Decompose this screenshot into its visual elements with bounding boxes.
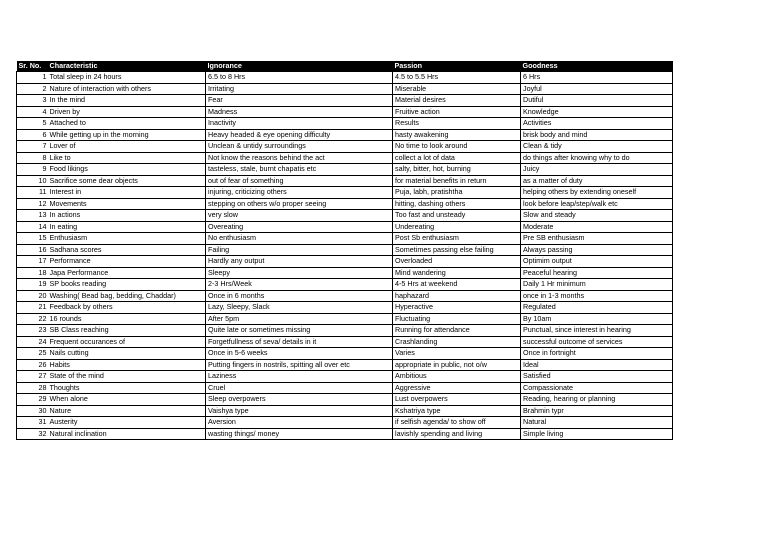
ignorance-cell: tasteless, stale, burnt chapatis etc (206, 164, 393, 176)
characteristic-cell: SB Class reaching (48, 325, 206, 337)
goodness-cell: Knowledge (521, 106, 673, 118)
sr-no-cell: 7 (17, 141, 48, 153)
characteristic-cell: Habits (48, 359, 206, 371)
header-goodness: Goodness (521, 61, 673, 72)
sr-no-cell: 19 (17, 279, 48, 291)
table-row (17, 118, 673, 130)
characteristic-cell: While getting up in the morning (48, 129, 206, 141)
table-body (17, 72, 673, 440)
ignorance-cell: stepping on others w/o proper seeing (206, 198, 393, 210)
goodness-cell: Simple living (521, 428, 673, 440)
characteristic-cell: Nature (48, 405, 206, 417)
characteristic-cell: 16 rounds (48, 313, 206, 325)
header-row (17, 61, 673, 72)
characteristic-cell: Feedback by others (48, 302, 206, 314)
goodness-cell: Brahmin typr (521, 405, 673, 417)
table-row (17, 371, 673, 383)
ignorance-cell: wasting things/ money (206, 428, 393, 440)
ignorance-cell: Inactivity (206, 118, 393, 130)
goodness-cell: By 10am (521, 313, 673, 325)
characteristic-cell: Performance (48, 256, 206, 268)
table-row (17, 164, 673, 176)
passion-cell: Material desires (393, 95, 521, 107)
sr-no-cell: 32 (17, 428, 48, 440)
table-row (17, 428, 673, 440)
ignorance-cell: very slow (206, 210, 393, 222)
characteristic-cell: In eating (48, 221, 206, 233)
characteristic-cell: Total sleep in 24 hours (48, 72, 206, 84)
goodness-cell: as a matter of duty (521, 175, 673, 187)
gunas-table (16, 61, 673, 440)
goodness-cell: Joyful (521, 83, 673, 95)
passion-cell: hasty awakening (393, 129, 521, 141)
goodness-cell: Pre SB enthusiasm (521, 233, 673, 245)
table-row (17, 152, 673, 164)
table-row (17, 141, 673, 153)
characteristic-cell: Sadhana scores (48, 244, 206, 256)
passion-cell: Fruitive action (393, 106, 521, 118)
passion-cell: Kshatriya type (393, 405, 521, 417)
goodness-cell: Once in fortnight (521, 348, 673, 360)
sr-no-cell: 25 (17, 348, 48, 360)
characteristic-cell: Interest in (48, 187, 206, 199)
characteristic-cell: Austerity (48, 417, 206, 429)
table-row (17, 267, 673, 279)
table-row (17, 382, 673, 394)
goodness-cell: Optimim output (521, 256, 673, 268)
ignorance-cell: Forgetfullness of seva/ details in it (206, 336, 393, 348)
sr-no-cell: 20 (17, 290, 48, 302)
passion-cell: appropriate in public, not o/w (393, 359, 521, 371)
ignorance-cell: Putting fingers in nostrils, spitting all over etc (206, 359, 393, 371)
characteristic-cell: Attached to (48, 118, 206, 130)
passion-cell: Overloaded (393, 256, 521, 268)
sr-no-cell: 14 (17, 221, 48, 233)
sr-no-cell: 28 (17, 382, 48, 394)
sr-no-cell: 13 (17, 210, 48, 222)
passion-cell: Undereating (393, 221, 521, 233)
characteristic-cell: Japa Performance (48, 267, 206, 279)
sr-no-cell: 24 (17, 336, 48, 348)
goodness-cell: Reading, hearing or planning (521, 394, 673, 406)
passion-cell: haphazard (393, 290, 521, 302)
goodness-cell: Punctual, since interest in hearing (521, 325, 673, 337)
characteristic-cell: State of the mind (48, 371, 206, 383)
sr-no-cell: 4 (17, 106, 48, 118)
characteristic-cell: When alone (48, 394, 206, 406)
ignorance-cell: Madness (206, 106, 393, 118)
ignorance-cell: Failing (206, 244, 393, 256)
passion-cell: Lust overpowers (393, 394, 521, 406)
ignorance-cell: Cruel (206, 382, 393, 394)
passion-cell: collect a lot of data (393, 152, 521, 164)
sr-no-cell: 8 (17, 152, 48, 164)
ignorance-cell: Heavy headed & eye opening difficulty (206, 129, 393, 141)
goodness-cell: Regulated (521, 302, 673, 314)
table-row (17, 302, 673, 314)
sr-no-cell: 26 (17, 359, 48, 371)
goodness-cell: Ideal (521, 359, 673, 371)
passion-cell: lavishly spending and living (393, 428, 521, 440)
table-row (17, 394, 673, 406)
characteristic-cell: Thoughts (48, 382, 206, 394)
ignorance-cell: Irritating (206, 83, 393, 95)
table-row (17, 95, 673, 107)
ignorance-cell: Once in 6 months (206, 290, 393, 302)
goodness-cell: once in 1-3 months (521, 290, 673, 302)
table-row (17, 187, 673, 199)
table-row (17, 198, 673, 210)
goodness-cell: Activities (521, 118, 673, 130)
table-row (17, 244, 673, 256)
ignorance-cell: Hardly any output (206, 256, 393, 268)
table-row (17, 325, 673, 337)
goodness-cell: Daily 1 Hr minimum (521, 279, 673, 291)
table-row (17, 417, 673, 429)
goodness-cell: 6 Hrs (521, 72, 673, 84)
table-row (17, 221, 673, 233)
goodness-cell: do things after knowing why to do (521, 152, 673, 164)
passion-cell: for material benefits in return (393, 175, 521, 187)
sr-no-cell: 16 (17, 244, 48, 256)
goodness-cell: look before leap/step/walk etc (521, 198, 673, 210)
sr-no-cell: 1 (17, 72, 48, 84)
header-passion: Passion (393, 61, 521, 72)
passion-cell: Post Sb enthusiasm (393, 233, 521, 245)
characteristic-cell: Frequent occurances of (48, 336, 206, 348)
sr-no-cell: 27 (17, 371, 48, 383)
goodness-cell: Clean & tidy (521, 141, 673, 153)
ignorance-cell: 6.5 to 8 Hrs (206, 72, 393, 84)
ignorance-cell: Unclean & untidy surroundings (206, 141, 393, 153)
table-row (17, 359, 673, 371)
passion-cell: if selfish agenda/ to show off (393, 417, 521, 429)
goodness-cell: Slow and steady (521, 210, 673, 222)
table-row (17, 290, 673, 302)
passion-cell: Puja, labh, pratishtha (393, 187, 521, 199)
passion-cell: Hyperactive (393, 302, 521, 314)
sr-no-cell: 3 (17, 95, 48, 107)
ignorance-cell: Aversion (206, 417, 393, 429)
header-ignorance: Ignorance (206, 61, 393, 72)
passion-cell: No time to look around (393, 141, 521, 153)
ignorance-cell: Overeating (206, 221, 393, 233)
goodness-cell: Juicy (521, 164, 673, 176)
characteristic-cell: Enthusiasm (48, 233, 206, 245)
goodness-cell: helping others by extending oneself (521, 187, 673, 199)
table-row (17, 405, 673, 417)
ignorance-cell: 2-3 Hrs/Week (206, 279, 393, 291)
sr-no-cell: 10 (17, 175, 48, 187)
ignorance-cell: No enthusiasm (206, 233, 393, 245)
characteristic-cell: Like to (48, 152, 206, 164)
header-sr-no: Sr. No. (17, 61, 48, 72)
table-row (17, 175, 673, 187)
ignorance-cell: Sleepy (206, 267, 393, 279)
sr-no-cell: 18 (17, 267, 48, 279)
table-row (17, 336, 673, 348)
table-row (17, 72, 673, 84)
passion-cell: Sometimes passing else failing (393, 244, 521, 256)
characteristic-cell: Lover of (48, 141, 206, 153)
sr-no-cell: 29 (17, 394, 48, 406)
table-row (17, 256, 673, 268)
passion-cell: 4.5 to 5.5 Hrs (393, 72, 521, 84)
ignorance-cell: Once in 5-6 weeks (206, 348, 393, 360)
ignorance-cell: out of fear of something (206, 175, 393, 187)
sr-no-cell: 15 (17, 233, 48, 245)
table-row (17, 313, 673, 325)
sr-no-cell: 2 (17, 83, 48, 95)
goodness-cell: successful outcome of services (521, 336, 673, 348)
passion-cell: Mind wandering (393, 267, 521, 279)
table-row (17, 210, 673, 222)
goodness-cell: Always passing (521, 244, 673, 256)
ignorance-cell: Lazy, Sleepy, Slack (206, 302, 393, 314)
ignorance-cell: Not know the reasons behind the act (206, 152, 393, 164)
sr-no-cell: 9 (17, 164, 48, 176)
passion-cell: Fluctuating (393, 313, 521, 325)
sr-no-cell: 12 (17, 198, 48, 210)
characteristic-cell: Washing( Bead bag, bedding, Chaddar) (48, 290, 206, 302)
goodness-cell: Peaceful hearing (521, 267, 673, 279)
characteristic-cell: Nails cutting (48, 348, 206, 360)
passion-cell: hitting, dashing others (393, 198, 521, 210)
sr-no-cell: 30 (17, 405, 48, 417)
table-row (17, 279, 673, 291)
characteristic-cell: In the mind (48, 95, 206, 107)
characteristic-cell: Sacrifice some dear objects (48, 175, 206, 187)
table-row (17, 83, 673, 95)
sr-no-cell: 17 (17, 256, 48, 268)
passion-cell: salty, bitter, hot, burning (393, 164, 521, 176)
passion-cell: Ambitious (393, 371, 521, 383)
sr-no-cell: 31 (17, 417, 48, 429)
characteristic-cell: Food likings (48, 164, 206, 176)
passion-cell: Results (393, 118, 521, 130)
ignorance-cell: Quite late or sometimes missing (206, 325, 393, 337)
passion-cell: Aggressive (393, 382, 521, 394)
sr-no-cell: 22 (17, 313, 48, 325)
characteristic-cell: Driven by (48, 106, 206, 118)
characteristic-cell: SP books reading (48, 279, 206, 291)
characteristic-cell: Natural inclination (48, 428, 206, 440)
table-row (17, 129, 673, 141)
goodness-cell: Compassionate (521, 382, 673, 394)
ignorance-cell: Sleep overpowers (206, 394, 393, 406)
passion-cell: Too fast and unsteady (393, 210, 521, 222)
characteristic-cell: Nature of interaction with others (48, 83, 206, 95)
goodness-cell: Dutiful (521, 95, 673, 107)
characteristic-cell: In actions (48, 210, 206, 222)
table-row (17, 348, 673, 360)
sr-no-cell: 21 (17, 302, 48, 314)
goodness-cell: Natural (521, 417, 673, 429)
characteristic-cell: Movements (48, 198, 206, 210)
goodness-cell: Satisfied (521, 371, 673, 383)
passion-cell: Crashlanding (393, 336, 521, 348)
ignorance-cell: After 5pm (206, 313, 393, 325)
ignorance-cell: Fear (206, 95, 393, 107)
passion-cell: Varies (393, 348, 521, 360)
goodness-cell: Moderate (521, 221, 673, 233)
sr-no-cell: 5 (17, 118, 48, 130)
sr-no-cell: 11 (17, 187, 48, 199)
ignorance-cell: injuring, criticizing others (206, 187, 393, 199)
table-row (17, 106, 673, 118)
passion-cell: 4-5 Hrs at weekend (393, 279, 521, 291)
header-characteristic: Characteristic (48, 61, 206, 72)
passion-cell: Running for attendance (393, 325, 521, 337)
ignorance-cell: Vaishya type (206, 405, 393, 417)
sr-no-cell: 23 (17, 325, 48, 337)
ignorance-cell: Laziness (206, 371, 393, 383)
table-row (17, 233, 673, 245)
sr-no-cell: 6 (17, 129, 48, 141)
passion-cell: Miserable (393, 83, 521, 95)
goodness-cell: brisk body and mind (521, 129, 673, 141)
